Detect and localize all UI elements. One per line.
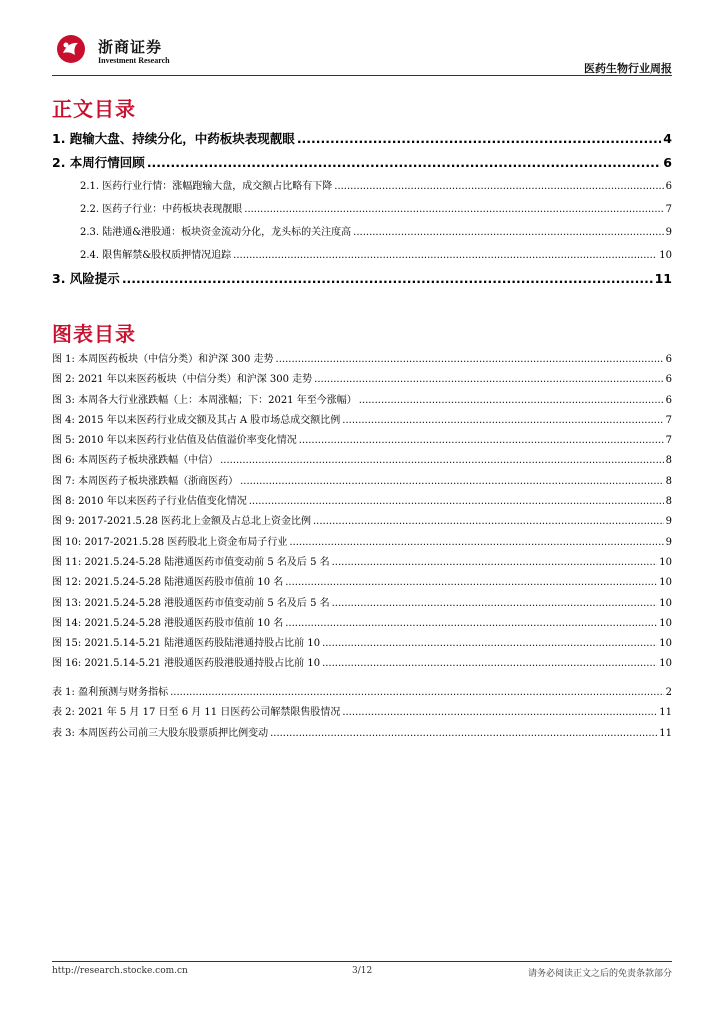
figure-entry[interactable] <box>52 451 672 471</box>
leader-dots <box>342 411 663 431</box>
toc-entry-label: 2.1. 医药行业行情：涨幅跑输大盘，成交额占比略有下降 <box>80 181 333 192</box>
footer-url[interactable]: http://research.stocke.com.cn <box>52 966 188 976</box>
figure-entry[interactable] <box>52 472 672 492</box>
toc-entry-page: 11 <box>654 271 672 286</box>
table-entry-page: 11 <box>659 707 672 719</box>
leader-dots <box>299 431 664 451</box>
figure-entry-label: 图 16: 2021.5.14-5.21 港股通医药股港股通持股占比前 10 <box>52 658 321 670</box>
figure-entry-label: 图 7: 本周医药子板块涨跌幅（浙商医药） <box>52 475 239 487</box>
figure-entry-page: 10 <box>659 658 672 670</box>
figure-entry[interactable] <box>52 594 672 614</box>
toc-entry-label: 2.2. 医药子行业：中药板块表现靓眼 <box>80 204 243 215</box>
header-divider <box>52 75 672 76</box>
figure-entry-label: 图 10: 2017-2021.5.28 医药股北上资金布局子行业 <box>52 536 288 548</box>
table-entry-page: 11 <box>659 727 672 739</box>
company-name-en: Investment Research <box>98 56 170 65</box>
figure-entry[interactable] <box>52 492 672 512</box>
leader-dots <box>270 724 657 744</box>
leader-dots <box>359 391 664 411</box>
figure-entry[interactable] <box>52 634 672 654</box>
table-entry[interactable] <box>52 724 672 744</box>
toc-entry-label: 1. 跑输大盘、持续分化，中药板块表现靓眼 <box>52 131 295 146</box>
toc-title: 正文目录 <box>52 97 136 121</box>
leader-dots <box>353 221 663 244</box>
report-header <box>52 30 672 76</box>
figure-entry-page: 8 <box>665 496 672 508</box>
leader-dots <box>249 492 664 512</box>
figure-entry-label: 图 9: 2017-2021.5.28 医药北上金额及占总北上资金比例 <box>52 516 311 528</box>
toc-entry-label: 3. 风险提示 <box>52 271 120 286</box>
toc-entry[interactable] <box>52 244 672 267</box>
footer-disclaimer: 请务必阅读正文之后的免责条款部分 <box>527 969 672 979</box>
leader-dots <box>313 512 664 532</box>
figure-entry-label: 图 11: 2021.5.24-5.28 陆港通医药市值变动前 5 名及后 5 名 <box>52 556 330 568</box>
toc-entry-page: 7 <box>665 204 672 215</box>
toc-entry-page: 6 <box>665 181 672 192</box>
figure-entry-page: 10 <box>659 638 672 650</box>
figure-entry-page: 6 <box>665 374 672 386</box>
company-name: 浙商证券 <box>98 38 163 56</box>
figure-entry[interactable] <box>52 533 672 553</box>
leader-dots <box>322 634 657 654</box>
leader-dots <box>285 573 657 593</box>
figure-entry-label: 图 12: 2021.5.24-5.28 陆港通医药股市值前 10 名 <box>52 577 284 589</box>
leader-dots <box>147 151 661 175</box>
page-number: 3/12 <box>352 966 373 976</box>
leader-dots <box>276 350 664 370</box>
figure-entry[interactable] <box>52 350 672 370</box>
toc-entry-label: 2.3. 陆港通&港股通：板块资金流动分化，龙头标的关注度高 <box>80 227 352 238</box>
leader-dots <box>220 451 664 471</box>
leader-dots <box>342 703 657 723</box>
toc-entry-page: 4 <box>663 131 672 146</box>
figure-list <box>52 350 672 675</box>
figure-entry[interactable] <box>52 573 672 593</box>
footer-divider <box>52 961 672 962</box>
figure-entry[interactable] <box>52 553 672 573</box>
leader-dots <box>332 594 658 614</box>
figure-entry-label: 图 4: 2015 年以来医药行业成交额及其占 A 股市场总成交额比例 <box>52 414 341 426</box>
figure-entry-label: 图 3: 本周各大行业涨跌幅（上：本周涨幅；下：2021 年至今涨幅） <box>52 394 357 406</box>
table-entry[interactable] <box>52 683 672 703</box>
toc-entry[interactable] <box>52 151 672 175</box>
figures-title: 图表目录 <box>52 322 136 346</box>
figure-entry[interactable] <box>52 654 672 674</box>
toc-entry[interactable] <box>52 221 672 244</box>
figure-entry-page: 9 <box>665 516 672 528</box>
toc-entry[interactable] <box>52 127 672 151</box>
figure-entry[interactable] <box>52 614 672 634</box>
figure-entry-label: 图 1: 本周医药板块（中信分类）和沪深 300 走势 <box>52 354 274 365</box>
leader-dots <box>240 472 664 492</box>
leader-dots <box>314 370 663 390</box>
toc-entry-page: 9 <box>665 227 672 238</box>
table-list <box>52 683 672 744</box>
leader-dots <box>322 654 657 674</box>
leader-dots <box>285 614 657 634</box>
leader-dots <box>170 683 664 703</box>
figure-entry-page: 7 <box>665 435 672 447</box>
figure-entry[interactable] <box>52 370 672 390</box>
leader-dots <box>334 175 663 198</box>
toc-entry-page: 10 <box>659 250 672 261</box>
leader-dots <box>233 244 657 267</box>
figure-entry[interactable] <box>52 411 672 431</box>
table-entry-label: 表 1: 盈利预测与财务指标 <box>52 687 169 698</box>
figure-entry-label: 图 6: 本周医药子板块涨跌幅（中信） <box>52 455 219 467</box>
table-entry-label: 表 2: 2021 年 5 月 17 日至 6 月 11 日医药公司解禁限售股情况 <box>52 707 341 719</box>
figure-entry-page: 10 <box>659 597 672 609</box>
toc-entry-page: 6 <box>663 155 672 170</box>
leader-dots <box>297 127 661 151</box>
figure-entry-label: 图 8: 2010 年以来医药子行业估值变化情况 <box>52 496 247 508</box>
toc-entry-label: 2. 本周行情回顾 <box>52 155 145 170</box>
toc-entry[interactable] <box>52 198 672 221</box>
figure-entry-page: 8 <box>665 475 672 487</box>
figure-entry-label: 图 2: 2021 年以来医药板块（中信分类）和沪深 300 走势 <box>52 374 313 386</box>
table-entry-page: 2 <box>665 687 672 698</box>
leader-dots <box>289 533 663 553</box>
figure-entry-page: 9 <box>665 536 672 548</box>
toc-entry[interactable] <box>52 267 672 291</box>
table-entry-label: 表 3: 本周医药公司前三大股东股票质押比例变动 <box>52 727 269 739</box>
figure-entry-page: 10 <box>659 617 672 629</box>
figure-entry-label: 图 13: 2021.5.24-5.28 港股通医药市值变动前 5 名及后 5 名 <box>52 597 330 609</box>
table-entry[interactable] <box>52 703 672 723</box>
figure-entry-label: 图 14: 2021.5.24-5.28 港股通医药股市值前 10 名 <box>52 617 284 629</box>
figure-entry-label: 图 5: 2010 年以来医药行业估值及估值溢价率变化情况 <box>52 435 297 447</box>
toc-entry[interactable] <box>52 175 672 198</box>
figure-entry-page: 6 <box>665 354 672 365</box>
figure-entry[interactable] <box>52 391 672 411</box>
toc-list <box>52 127 672 291</box>
report-type: 医药生物行业周报 <box>584 62 672 75</box>
toc-entry-label: 2.4. 限售解禁&股权质押情况追踪 <box>80 250 232 261</box>
figure-entry-label: 图 15: 2021.5.14-5.21 陆港通医药股陆港通持股占比前 10 <box>52 638 321 650</box>
figure-entry-page: 6 <box>665 394 672 406</box>
leader-dots <box>332 553 658 573</box>
figure-entry-page: 7 <box>665 414 672 426</box>
leader-dots <box>122 267 653 291</box>
figure-entry-page: 10 <box>659 577 672 589</box>
figure-entry[interactable] <box>52 512 672 532</box>
figure-entry[interactable] <box>52 431 672 451</box>
figure-entry-page: 10 <box>659 556 672 568</box>
leader-dots <box>244 198 663 221</box>
figure-entry-page: 8 <box>665 455 672 467</box>
company-logo-icon <box>56 34 86 64</box>
